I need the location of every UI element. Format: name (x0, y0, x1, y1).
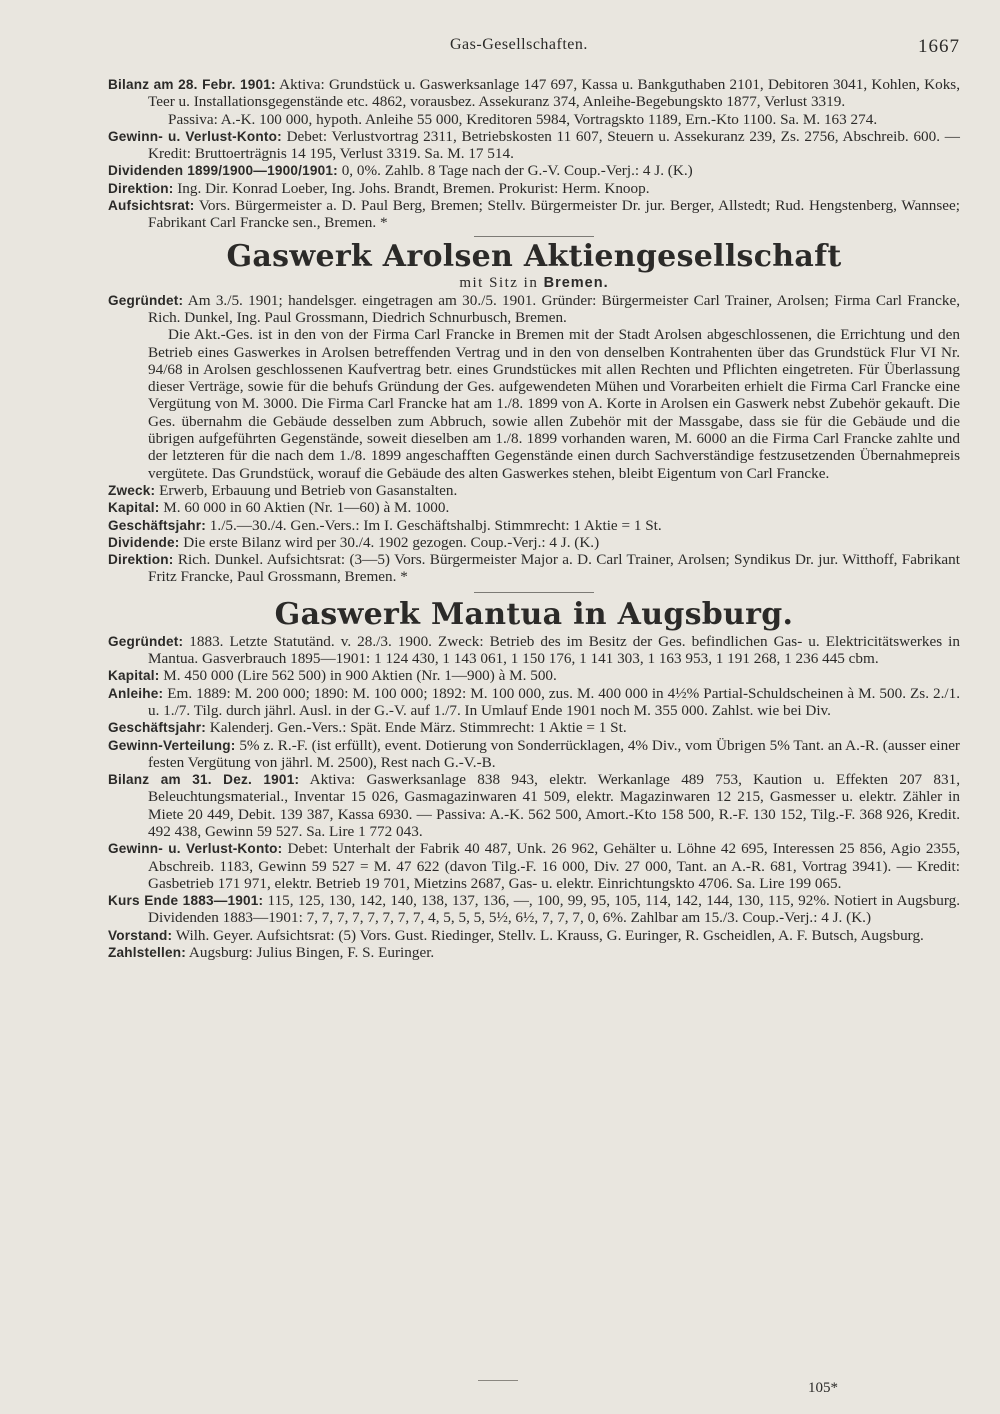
entry-text: Augsburg: Julius Bingen, F. S. Euringer. (185, 944, 435, 962)
entry (108, 76, 960, 111)
entry-text: 5% z. R.-F. (ist erfüllt), event. Dotierung von Sonderrücklagen, 4% Div., vom Übrigen 5% Tant. an A.-R. (ausser einer festen Vergütung von jährl. M. 2500), Rest nach G.-V.-B. (148, 736, 960, 771)
running-head (0, 36, 1000, 60)
entry (108, 482, 960, 499)
previous-company-entries (108, 76, 960, 232)
entry-text: M. 60 000 in 60 Aktien (Nr. 1—60) à M. 1000. (159, 499, 450, 517)
entry-key: Vorstand: (108, 927, 173, 943)
entry (108, 892, 960, 927)
entry-key: Kapital: (108, 668, 160, 684)
company-seat-line (108, 275, 960, 292)
entry (108, 180, 960, 197)
entry-key: Zahlstellen: (108, 945, 186, 961)
entry-text: Wilh. Geyer. Aufsichtsrat: (5) Vors. Gust. Riedinger, Stellv. L. Krauss, G. Euringer, R. Gscheidlen, A. F. Butsch, Augsburg. (172, 926, 924, 944)
arolsen-paragraph: Die Akt.-Ges. ist in den von der Firma Carl Francke in Bremen mit der Stadt Arolsen abgeschlossenen, die Errichtung und den Betrieb eines Gaswerkes in Arolsen betreffenden Vertrag und in den von denselben Kontrahenten über das Grundstück Flur VI Nr. 94/68 in Arolsen geschlossenen Kaufvertrag betr. eines Grundstückes mit allen Rechten und Pflichten eingetreten. Für Überlassung dieser Verträge, sowie für die behufs Gründung der Ges. aufgewendeten Mühen und Vorarbeiten erhielt die Firma Carl Francke eine Vergütung von M. 3000. Die Firma Carl Francke hat am 1./8. 1899 von A. Korte in Arolsen ein Gaswerk nebst Zubehör gekauft. Die Ges. übernahm die Gebäude desselben zum Abbruch, sowie allen Zubehör mit der Massgabe, dass sie für die Gebäude und die übrigen aufgeführten Gegenstände, soweit dieselben am 1./8. 1899 vorhanden waren, M. 6000 an die Firma Carl Francke zahlte und der letzteren für die nach dem 1./8. 1899 angeschafften Gegenstände einen durch Sachverständige festzusetzenden Übernahmepreis vergütete. Das Grundstück, worauf die Gebäude des alten Gaswerkes stehen, bleibt Eigentum von Carl Francke. (148, 326, 960, 482)
arolsen-entries (108, 292, 960, 327)
entry-text: 1./5.—30./4. Gen.-Vers.: Im I. Geschäftshalbj. Stimmrecht: 1 Aktie = 1 St. (206, 516, 662, 534)
company-title-mantua: Gaswerk Mantua in Augsburg. (274, 596, 794, 632)
entry-text: Rich. Dunkel. Aufsichtsrat: (3—5) Vors. Bürgermeister Major a. D. Carl Trainer, Arolsen; Syndikus Dr. jur. Witthoff, Fabrikant Fritz Francke, Paul Grossmann, Bremen. * (148, 551, 960, 586)
entry-key: Geschäftsjahr: (108, 517, 206, 533)
entry-key: Geschäftsjahr: (108, 720, 206, 736)
entry-key: Gegründet: (108, 292, 184, 308)
entry-text: Debet: Verlustvortrag 2311, Betriebskosten 11 607, Steuern u. Assekuranz 239, Zs. 2756, Abschreib. 600. — Kredit: Bruttoerträgnis 14 195, Verlust 3319. Sa. M. 17 514. (148, 127, 960, 163)
entry-text: Passiva: A.-K. 100 000, hypoth. Anleihe 55 000, Kreditoren 5984, Vortragskto 1189, Ern.-Kto 1100. Sa. M. 163 274. (168, 110, 878, 128)
entry-key: Bilanz am 28. Febr. 1901: (108, 77, 276, 92)
entry-text: Am 3./5. 1901; handelsger. eingetragen am 30./5. 1901. Gründer: Bürgermeister Carl Trainer, Arolsen; Firma Carl Francke, Rich. Dunkel, Ing. Paul Grossmann, Diedrich Schnurbusch, Bremen. (148, 291, 960, 326)
entry-text: Erwerb, Erbauung und Betrieb von Gasanstalten. (155, 481, 458, 499)
entry (108, 927, 960, 944)
entry-text: 115, 125, 130, 142, 140, 138, 137, 136, —, 100, 99, 95, 105, 114, 142, 144, 130, 115, 92%. Notiert in Augsburg. Dividenden 1883—1901: 7, 7, 7, 7, 7, 7, 7, 7, 4, 5, 5, 5, 5½, 6½, 7, 7, 7, 0, 6%. Zahlbar am 15./3. Coup.-Verj.: 4 J. (K.) (148, 892, 960, 927)
entry (108, 737, 960, 772)
entry (108, 633, 960, 668)
entry-key: Anleihe: (108, 685, 164, 701)
entry-key: Gegründet: (108, 633, 184, 649)
entry-text: Ing. Dir. Konrad Loeber, Ing. Johs. Brandt, Bremen. Prokurist: Herm. Knoop. (173, 179, 650, 197)
seat-city: Bremen. (543, 274, 609, 291)
entry-text: Aktiva: Grundstück u. Gaswerksanlage 147 697, Kassa u. Bankguthaben 2101, Debitoren 3041, Kohlen, Koks, Teer u. Installationsgegenstände etc. 4862, vorausbez. Assekuranz 374, Anleihe-Begebungskto 1877, Verlust 3319. (148, 76, 960, 111)
entry (108, 197, 960, 232)
mantua-entries (108, 633, 960, 962)
entry-key: Gewinn-Verteilung: (108, 737, 236, 753)
entry-key: Kurs Ende 1883—1901: (108, 893, 264, 909)
signature-mark: 105* (808, 1380, 838, 1396)
entry-key: Aufsichtsrat: (108, 198, 195, 214)
entry-key: Dividende: (108, 534, 180, 550)
entry (108, 499, 960, 516)
entry (108, 667, 960, 684)
entry-text: 0, 0%. Zahlb. 8 Tage nach der G.-V. Coup.-Verj.: 4 J. (K.) (337, 162, 693, 180)
entry-text: Die erste Bilanz wird per 30./4. 1902 gezogen. Coup.-Verj.: 4 J. (K.) (179, 533, 600, 551)
entry (108, 292, 960, 327)
arolsen-entries-2 (108, 482, 960, 586)
section-divider (474, 592, 594, 593)
footer-divider (478, 1380, 518, 1381)
entry-text: 1883. Letzte Statutänd. v. 28./3. 1900. Zweck: Betrieb des im Besitz der Ges. befindlichen Gas- u. Elektricitätswerkes in Mantua. Gasverbrauch 1895—1901: 1 124 430, 1 143 061, 1 150 176, 1 141 303, 1 163 953, 1 191 268, 1 236 445 cbm. (148, 632, 960, 668)
entry-key: Gewinn- u. Verlust-Konto: (108, 128, 282, 144)
entry-key: Bilanz am 31. Dez. 1901: (108, 772, 300, 788)
entry-text: Debet: Unterhalt der Fabrik 40 487, Unk. 26 962, Gehälter u. Löhne 42 695, Interessen 25 856, Agio 2355, Abschreib. 1183, Gewinn 59 527 = M. 47 622 (davon Tilg.-F. 16 000, Div. 27 000, Tant. an A.-R. 681, Vortrag 3941). — Kredit: Gasbetrieb 171 971, elektr. Betrieb 19 701, Mietzins 2687, Gas- u. elektr. Einrichtungskto 4706. Sa. Lire 199 065. (148, 840, 960, 892)
page-body (108, 76, 960, 961)
entry (108, 162, 960, 179)
entry (108, 551, 960, 586)
entry-key: Direktion: (108, 180, 174, 196)
page-number: 1667 (918, 36, 960, 57)
entry-text: Vors. Bürgermeister a. D. Paul Berg, Bremen; Stellv. Bürgermeister Dr. jur. Berger, Allstedt; Rud. Hengstenberg, Wannsee; Fabrikant Carl Francke sen., Bremen. * (148, 197, 960, 232)
entry (108, 534, 960, 551)
entry-key: Dividenden 1899/1900—1900/1901: (108, 163, 338, 179)
entry-key: Zweck: (108, 482, 156, 498)
running-head-title: Gas-Gesellschaften. (450, 36, 588, 53)
entry-key: Direktion: (108, 552, 174, 568)
entry (108, 111, 960, 128)
entry-text: Kalenderj. Gen.-Vers.: Spät. Ende März. Stimmrecht: 1 Aktie = 1 St. (206, 719, 627, 737)
entry-text: M. 450 000 (Lire 562 500) in 900 Aktien (Nr. 1—900) à M. 500. (159, 667, 557, 685)
company-title-arolsen: Gaswerk Arolsen Aktiengesellschaft (226, 238, 842, 274)
entry-text: Aktiva: Gaswerksanlage 838 943, elektr. Werkanlage 489 753, Kaution u. Effekten 207 831, Beleuchtungsmaterial., Inventar 15 026, Gasmagazinwaren 41 509, elektr. Magazinwaren 12 215, Gasmesser u. elektr. Zähler in Miete 20 449, Debit. 139 387, Kassa 6930. — Passiva: A.-K. 562 500, Amort.-Kto 158 500, R.-F. 130 152, Tilg.-F. 368 926, Kredit. 492 438, Gewinn 59 527. Sa. Lire 1 772 043. (148, 771, 960, 840)
entry-key: Kapital: (108, 500, 160, 516)
section-divider (474, 236, 594, 237)
entry (108, 685, 960, 720)
entry (108, 840, 960, 892)
entry (108, 771, 960, 840)
entry (108, 517, 960, 534)
entry (108, 719, 960, 736)
entry-text: Em. 1889: M. 200 000; 1890: M. 100 000; 1892: M. 100 000, zus. M. 400 000 in 4½% Partial-Schuldscheinen à M. 500. Zs. 2./1. u. 1./7. Tilg. durch jährl. Ausl. in der G.-V. auf 1./7. In Umlauf Ende 1901 noch M. 355 000. Zahlst. wie bei Div. (148, 684, 960, 719)
entry-key: Gewinn- u. Verlust-Konto: (108, 841, 283, 857)
seat-prefix: mit Sitz in (459, 274, 544, 291)
entry (108, 128, 960, 163)
entry (108, 944, 960, 961)
